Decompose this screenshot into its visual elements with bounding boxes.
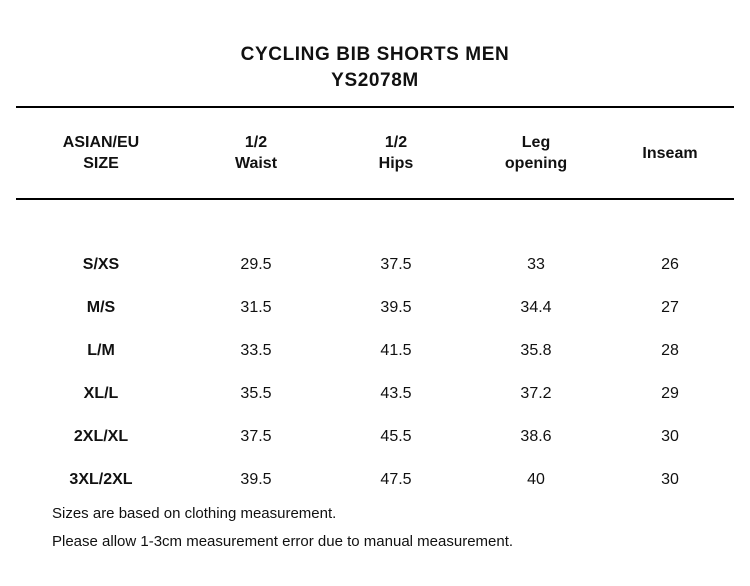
column-header-waist: 1/2 Waist <box>234 134 278 172</box>
cell-inseam: 26 <box>661 255 679 273</box>
product-code: YS2078M <box>331 70 419 91</box>
cell-leg-opening: 38.6 <box>520 427 552 445</box>
table-row <box>16 372 734 415</box>
cell-waist: 33.5 <box>240 341 272 359</box>
cell-size: XL/L <box>83 384 119 402</box>
cell-leg-opening: 37.2 <box>520 384 552 402</box>
cell-inseam: 29 <box>661 384 679 402</box>
table-row <box>16 286 734 329</box>
column-header-size: ASIAN/EU SIZE <box>62 134 140 172</box>
table-row <box>16 415 734 458</box>
spacer-row <box>16 199 734 243</box>
note-line: Sizes are based on clothing measurement. <box>52 505 337 522</box>
column-header-inseam: Inseam <box>642 144 698 162</box>
note-line: Please allow 1-3cm measurement error due to manual measurement. <box>52 533 514 550</box>
cell-waist: 37.5 <box>240 427 272 445</box>
cell-size: L/M <box>87 341 115 359</box>
cell-hips: 47.5 <box>380 470 412 488</box>
cell-waist: 29.5 <box>240 255 272 273</box>
page-title: CYCLING BIB SHORTS MEN <box>240 44 510 65</box>
column-header-hips: 1/2 Hips <box>378 134 414 172</box>
cell-leg-opening: 33 <box>527 255 545 273</box>
cell-leg-opening: 40 <box>527 470 545 488</box>
cell-waist: 39.5 <box>240 470 272 488</box>
table-row <box>16 329 734 372</box>
cell-size: 3XL/2XL <box>69 470 133 488</box>
cell-inseam: 28 <box>661 341 679 359</box>
cell-inseam: 30 <box>661 470 679 488</box>
cell-hips: 43.5 <box>380 384 412 402</box>
cell-inseam: 27 <box>661 298 679 316</box>
column-header-leg-opening: Leg opening <box>504 134 568 172</box>
cell-waist: 35.5 <box>240 384 272 402</box>
notes-block <box>52 500 513 556</box>
cell-hips: 39.5 <box>380 298 412 316</box>
cell-size: S/XS <box>82 255 120 273</box>
table-row <box>16 243 734 286</box>
cell-hips: 37.5 <box>380 255 412 273</box>
table-body <box>16 199 734 501</box>
size-table <box>16 106 734 501</box>
title-block <box>16 0 734 94</box>
table-header <box>16 107 734 199</box>
cell-size: 2XL/XL <box>73 427 129 445</box>
cell-waist: 31.5 <box>240 298 272 316</box>
cell-hips: 41.5 <box>380 341 412 359</box>
cell-inseam: 30 <box>661 427 679 445</box>
cell-hips: 45.5 <box>380 427 412 445</box>
cell-leg-opening: 34.4 <box>520 298 552 316</box>
cell-leg-opening: 35.8 <box>520 341 552 359</box>
table-row <box>16 458 734 501</box>
cell-size: M/S <box>86 298 116 316</box>
